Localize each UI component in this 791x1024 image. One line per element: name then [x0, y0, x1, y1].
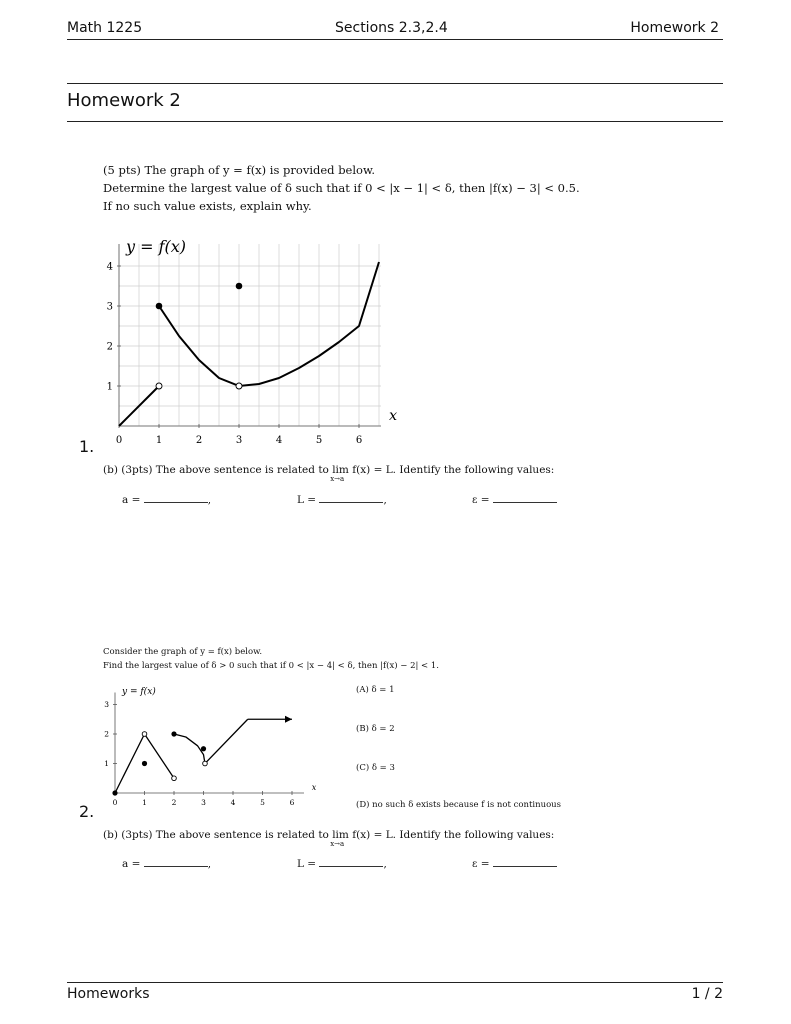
chart-1 [100, 230, 398, 455]
problem1-a-comma: , [207, 494, 212, 506]
problem2-L-blank[interactable] [319, 857, 383, 867]
problem1-lim-word: lim [332, 464, 349, 476]
problem1-text [103, 161, 580, 215]
problem2-option-b[interactable]: (B) δ = 2 [356, 724, 395, 734]
series-line-rise-to-flat [205, 719, 248, 763]
footer-left: Homeworks [67, 986, 150, 1002]
x-tick-label: 3 [235, 435, 243, 446]
problem2-L-label: L = [297, 858, 317, 870]
open-point [203, 761, 208, 766]
x-tick-label: 2 [171, 798, 177, 807]
y-tick-label: 1 [104, 759, 109, 769]
x-axis-label: x [311, 782, 317, 792]
closed-point [142, 761, 147, 766]
problem1-line2: Determine the largest value of δ such that if 0 < |x − 1| < δ, then |f(x) − 3| < 0.5. [103, 181, 580, 195]
x-tick-label: 0 [112, 798, 118, 807]
x-tick-label: 4 [275, 435, 283, 446]
arrowhead [285, 716, 292, 723]
closed-point [156, 303, 163, 310]
problem1-lim [330, 464, 349, 483]
problem2-eps-answer [472, 857, 557, 870]
problem1-eps-label: ε = [472, 494, 490, 506]
problem2-part-b [103, 829, 555, 848]
open-point [156, 383, 162, 389]
x-tick-label: 1 [142, 798, 147, 807]
x-tick-label: 5 [315, 435, 323, 446]
problem1-eps-answer [472, 493, 557, 506]
problem1-a-label: a = [122, 494, 141, 506]
x-tick-label: 2 [195, 435, 203, 446]
series-line-parabola [159, 262, 379, 386]
problem1-lim-sub: x→a [330, 475, 345, 483]
header-sections: Sections 2.3,2.4 [335, 20, 448, 36]
closed-point [201, 746, 206, 751]
problem2-line2: Find the largest value of δ > 0 such that if 0 < |x − 4| < δ, then |f(x) − 2| < 1. [103, 661, 439, 671]
problem2-option-c[interactable]: (C) δ = 3 [356, 763, 395, 773]
closed-point [112, 790, 117, 795]
x-tick-label: 5 [260, 798, 265, 807]
problem1-a-answer [122, 493, 211, 506]
problem1-line3: If no such value exists, explain why. [103, 199, 312, 213]
problem2-eps-label: ε = [472, 858, 490, 870]
y-tick-label: 4 [106, 261, 113, 273]
problem1-eps-blank[interactable] [493, 493, 557, 503]
header-assignment: Homework 2 [630, 20, 719, 36]
problem2-lim-word: lim [332, 829, 349, 841]
chart-2 [100, 680, 325, 815]
series-line-fall [145, 734, 175, 778]
problem2-a-comma: , [207, 858, 212, 870]
y-tick-label: 1 [106, 381, 113, 393]
problem2-L-comma: , [383, 858, 387, 870]
series-line-rise [115, 734, 145, 793]
x-axis-label: x [388, 408, 398, 424]
y-tick-label: 3 [104, 700, 109, 710]
chart-title: y = f(x) [126, 237, 187, 256]
problem1-part-b-pre: (b) (3pts) The above sentence is related to [103, 464, 329, 476]
open-point [172, 776, 177, 781]
problem1-number: 1. [79, 437, 95, 456]
series-line-curve [174, 734, 205, 764]
problem2-option-a[interactable]: (A) δ = 1 [356, 685, 395, 695]
problem1-line1: (5 pts) The graph of y = f(x) is provided below. [103, 163, 376, 177]
y-tick-label: 2 [104, 729, 109, 739]
page-title: Homework 2 [67, 90, 181, 111]
title-rule-bottom [67, 121, 723, 122]
closed-point [171, 731, 176, 736]
problem2-option-d[interactable]: (D) no such δ exists because f is not continuous [356, 800, 562, 810]
problem2-a-label: a = [122, 858, 141, 870]
x-tick-label: 1 [155, 435, 163, 446]
problem2-number: 2. [79, 802, 95, 821]
problem1-part-b [103, 464, 555, 483]
open-point [236, 383, 242, 389]
problem2-part-b-post: f(x) = L. Identify the following values: [352, 829, 555, 841]
problem2-L-answer [297, 857, 387, 870]
problem1-L-answer [297, 493, 387, 506]
problem2-a-answer [122, 857, 211, 870]
header-course: Math 1225 [67, 20, 143, 36]
title-rule-top [67, 83, 723, 84]
chart-title: y = f(x) [122, 687, 156, 697]
x-tick-label: 6 [289, 798, 295, 807]
header-rule [67, 39, 723, 40]
problem2-text [103, 645, 439, 673]
problem1-a-blank[interactable] [144, 493, 208, 503]
problem1-L-label: L = [297, 494, 317, 506]
footer-rule [67, 982, 723, 983]
problem2-eps-blank[interactable] [493, 857, 557, 867]
problem2-lim [330, 829, 349, 848]
problem2-lim-sub: x→a [330, 840, 345, 848]
problem1-L-blank[interactable] [319, 493, 383, 503]
closed-point [236, 283, 243, 290]
y-tick-label: 3 [106, 301, 113, 313]
problem2-part-b-pre: (b) (3pts) The above sentence is related to [103, 829, 329, 841]
x-tick-label: 0 [115, 435, 123, 446]
x-tick-label: 6 [355, 435, 363, 446]
problem1-L-comma: , [383, 494, 387, 506]
problem2-line1: Consider the graph of y = f(x) below. [103, 647, 263, 657]
footer-page-number: 1 / 2 [691, 986, 723, 1002]
open-point [142, 732, 147, 737]
problem1-part-b-post: f(x) = L. Identify the following values: [352, 464, 555, 476]
x-tick-label: 3 [201, 798, 206, 807]
x-tick-label: 4 [230, 798, 236, 807]
problem2-a-blank[interactable] [144, 857, 208, 867]
y-tick-label: 2 [106, 341, 113, 353]
